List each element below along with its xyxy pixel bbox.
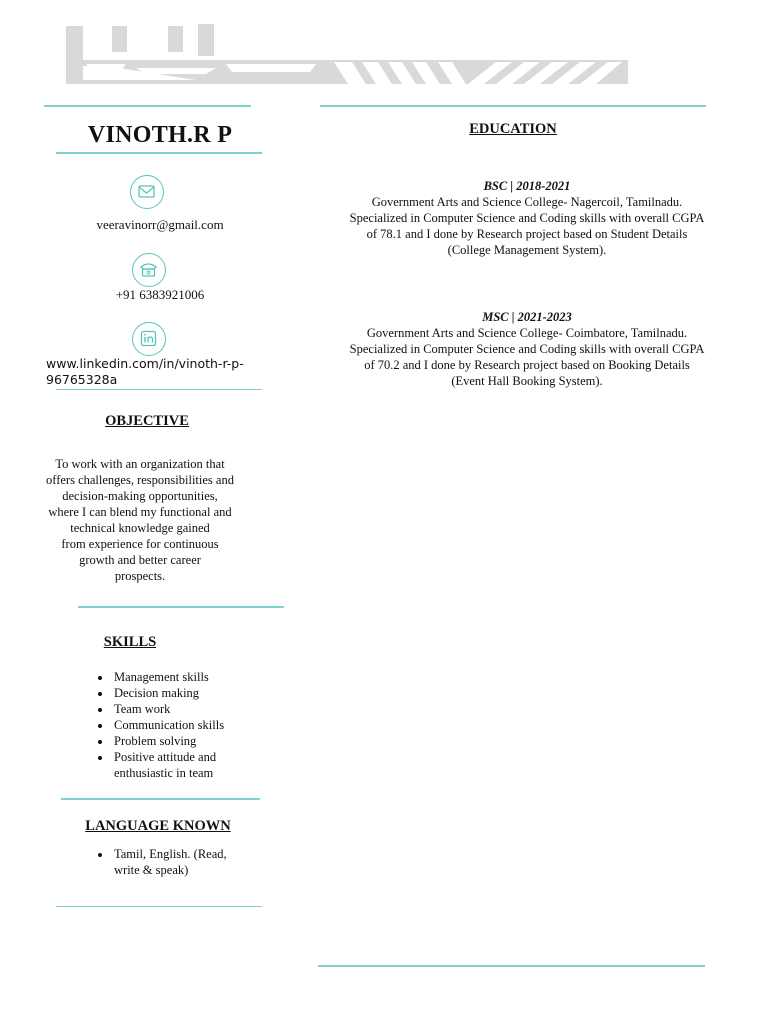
list-item: • Team work (112, 701, 262, 717)
degree-title: BSC | 2018-2021 (483, 179, 571, 193)
list-item: • Problem solving (112, 733, 262, 749)
divider (56, 906, 262, 907)
list-item: • Communication skills (112, 717, 262, 733)
list-item: • Management skills (112, 669, 262, 685)
list-item: • Tamil, English. (Read, write & speak) (112, 846, 234, 878)
education-entry: MSC | 2021-2023 Government Arts and Science College- Coimbatore, Tamilnadu. Specialized in Computer Science and Coding skills with overall CGPA of 70.2 and I done by Research project based on Booking Details (Event Hall Booking System). (340, 309, 714, 389)
objective-heading: OBJECTIVE (105, 413, 189, 429)
linkedin-icon (132, 322, 166, 356)
education-entry: BSC | 2018-2021 Government Arts and Science College- Nagercoil, Tamilnadu. Specialized in Computer Science and Coding skills with overall CGPA of 78.1 and I done by Research project based on Student Details (College Management System). (340, 178, 714, 258)
skills-list (92, 669, 262, 781)
telephone-icon (132, 253, 166, 287)
divider (56, 152, 262, 154)
header-decorative-graphic (66, 24, 628, 86)
divider (78, 606, 284, 608)
languages-heading: LANGUAGE KNOWN (85, 818, 231, 834)
objective-text: To work with an organization that offers challenges, responsibilities and decision-making opportunities, where I can blend my functional and technical knowledge gained from experience for continuous growth and better career prospects. (46, 457, 234, 583)
divider (56, 389, 262, 390)
divider (320, 105, 706, 107)
degree-title: MSC | 2021-2023 (482, 310, 572, 324)
education-heading: EDUCATION (469, 121, 557, 137)
list-item: • Positive attitude and enthusiastic in team (112, 749, 226, 781)
languages-list (92, 846, 252, 878)
candidate-name: VINOTH.R P (87, 122, 233, 148)
linkedin-url[interactable]: www.linkedin.com/in/vinoth-r-p-96765328a (46, 356, 244, 387)
divider (318, 965, 705, 967)
divider (44, 105, 251, 107)
skills-heading: SKILLS (103, 634, 157, 650)
divider (61, 798, 260, 800)
mail-icon (130, 175, 164, 209)
phone-text[interactable]: +91 6383921006 (115, 287, 205, 302)
email-text[interactable]: veeravinorr@gmail.com (96, 217, 224, 232)
list-item: • Decision making (112, 685, 262, 701)
